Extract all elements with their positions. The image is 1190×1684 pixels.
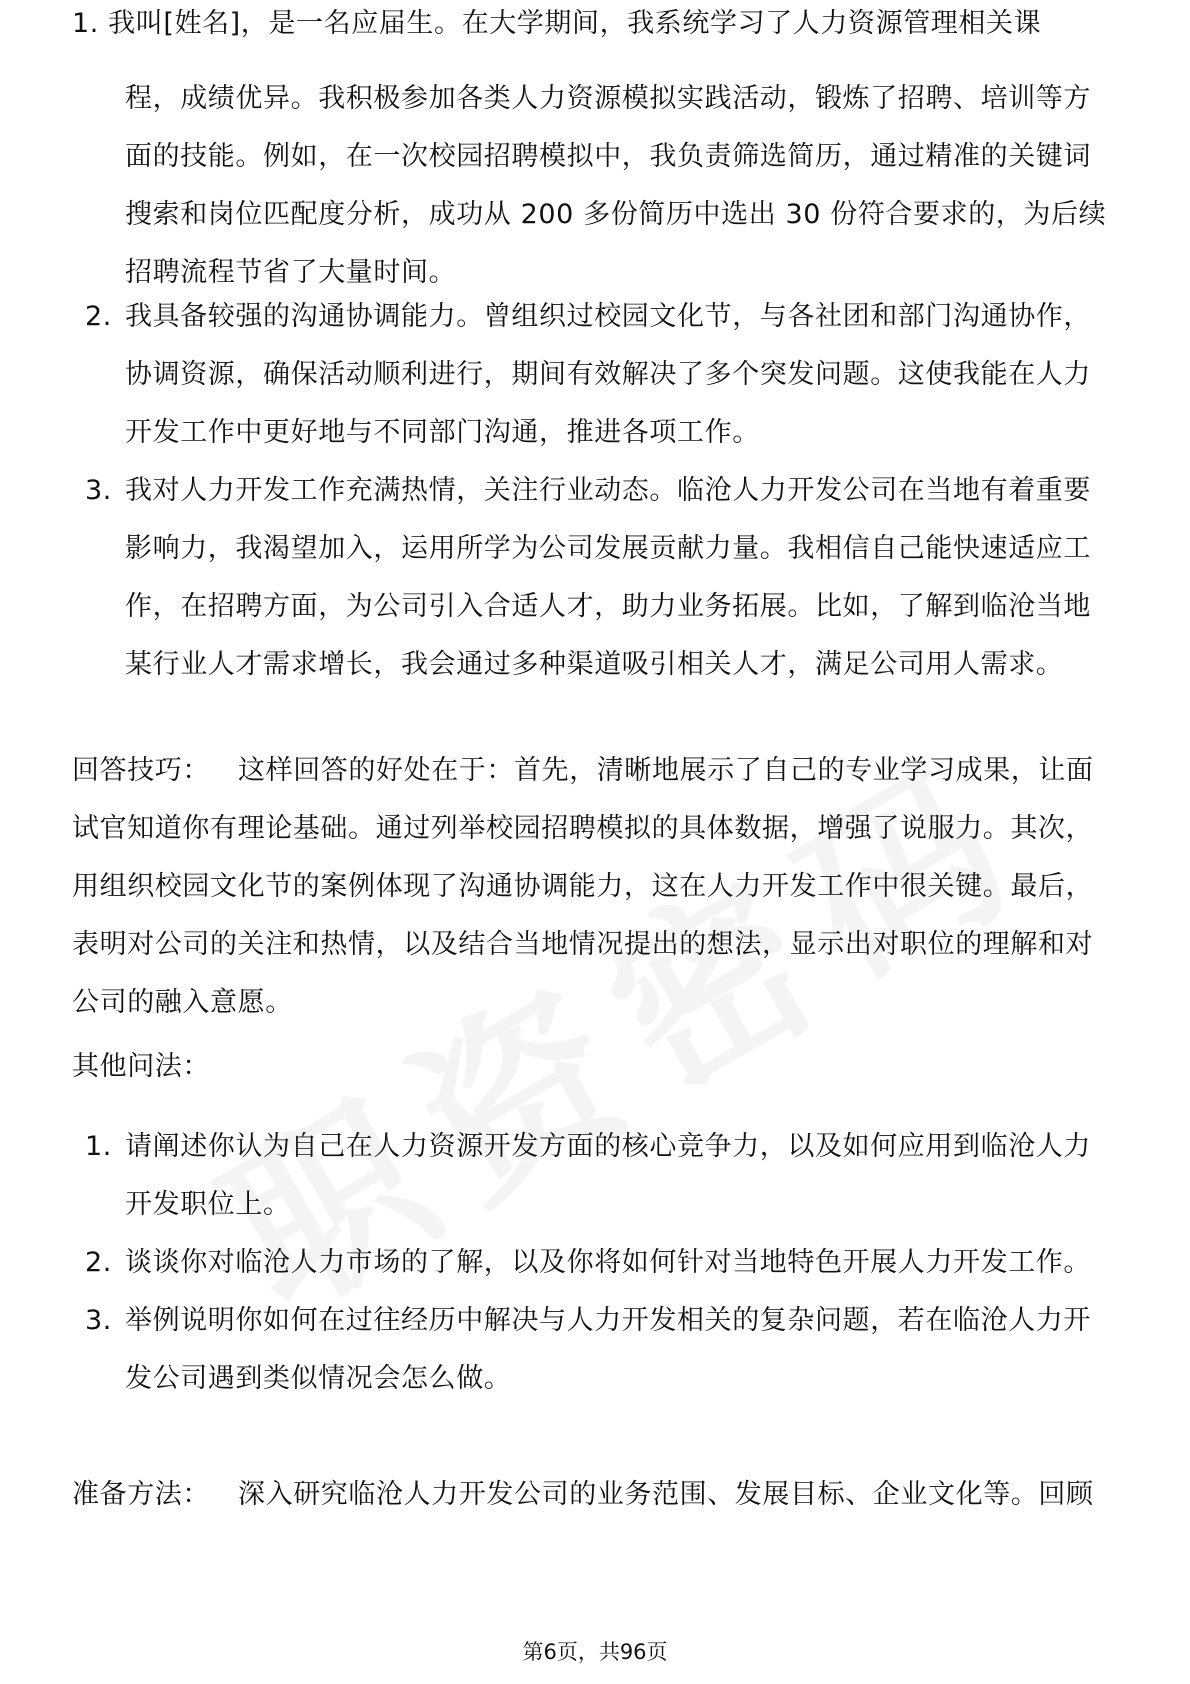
list-item-text: 我具备较强的沟通协调能力。曾组织过校园文化节，与各社团和部门沟通协作，协调资源，确保活动顺利进行，期间有效解决了多个突发问题。这使我能在人力开发工作中更好地与不同部门沟通，推进各项工作。 <box>125 301 1091 448</box>
list-item-text: 谈谈你对临沧人力市场的了解，以及你将如何针对当地特色开展人力开发工作。 <box>125 1247 1091 1278</box>
list-item <box>72 462 1118 694</box>
list-number: 3. <box>85 1305 112 1336</box>
list-item-text: 举例说明你如何在过往经历中解决与人力开发相关的复杂问题，若在临沧人力开发公司遇到类似情况会怎么做。 <box>125 1305 1091 1394</box>
list-number: 2. <box>85 1247 112 1278</box>
intro-list <box>72 288 1118 694</box>
list-item-text: 请阐述你认为自己在人力资源开发方面的核心竞争力，以及如何应用到临沧人力开发职位上。 <box>125 1131 1091 1220</box>
answer-tips-paragraph <box>72 742 1118 1032</box>
answer-tips-label: 回答技巧： <box>72 755 210 786</box>
other-questions-list <box>72 1118 1118 1408</box>
other-questions-label: 其他问法： <box>72 1051 210 1082</box>
page-footer: 第6页，共96页 <box>522 1640 668 1664</box>
list-number: 3. <box>85 475 112 506</box>
list-item <box>72 1118 1118 1234</box>
list-item-1-continuation: 程，成绩优异。我积极参加各类人力资源模拟实践活动，锻炼了招聘、培训等方面的技能。例如，在一次校园招聘模拟中，我负责筛选简历，通过精准的关键词搜索和岗位匹配度分析，成功从 200 多份简历中选出 30 份符合要求的，为后续招聘流程节省了大量时间。 <box>125 83 1107 288</box>
prep-method-paragraph <box>72 1466 1118 1524</box>
list-item-text: 我对人力开发工作充满热情，关注行业动态。临沧人力开发公司在当地有着重要影响力，我渴望加入，运用所学为公司发展贡献力量。我相信自己能快速适应工作，在招聘方面，为公司引入合适人才，助力业务拓展。比如，了解到临沧当地某行业人才需求增长，我会通过多种渠道吸引相关人才，满足公司用人需求。 <box>125 475 1091 680</box>
list-item <box>72 1292 1118 1408</box>
answer-tips-text: 这样回答的好处在于：首先，清晰地展示了自己的专业学习成果，让面试官知道你有理论基础。通过列举校园招聘模拟的具体数据，增强了说服力。其次，用组织校园文化节的案例体现了沟通协调能力，这在人力开发工作中很关键。最后，表明对公司的关注和热情，以及结合当地情况提出的想法，显示出对职位的理解和对公司的融入意愿。 <box>72 755 1094 1018</box>
list-item <box>72 288 1118 462</box>
clipped-first-line <box>72 8 1118 64</box>
list-number: 1. <box>85 1131 112 1162</box>
prep-method-text: 深入研究临沧人力开发公司的业务范围、发展目标、企业文化等。回顾 <box>238 1479 1094 1510</box>
prep-method-label: 准备方法： <box>72 1479 210 1510</box>
list-item <box>72 1234 1118 1292</box>
clipped-first-line-text: 1. 我叫[姓名]，是一名应届生。在大学期间，我系统学习了人力资源管理相关课 <box>72 8 1042 39</box>
list-number: 2. <box>85 301 112 332</box>
